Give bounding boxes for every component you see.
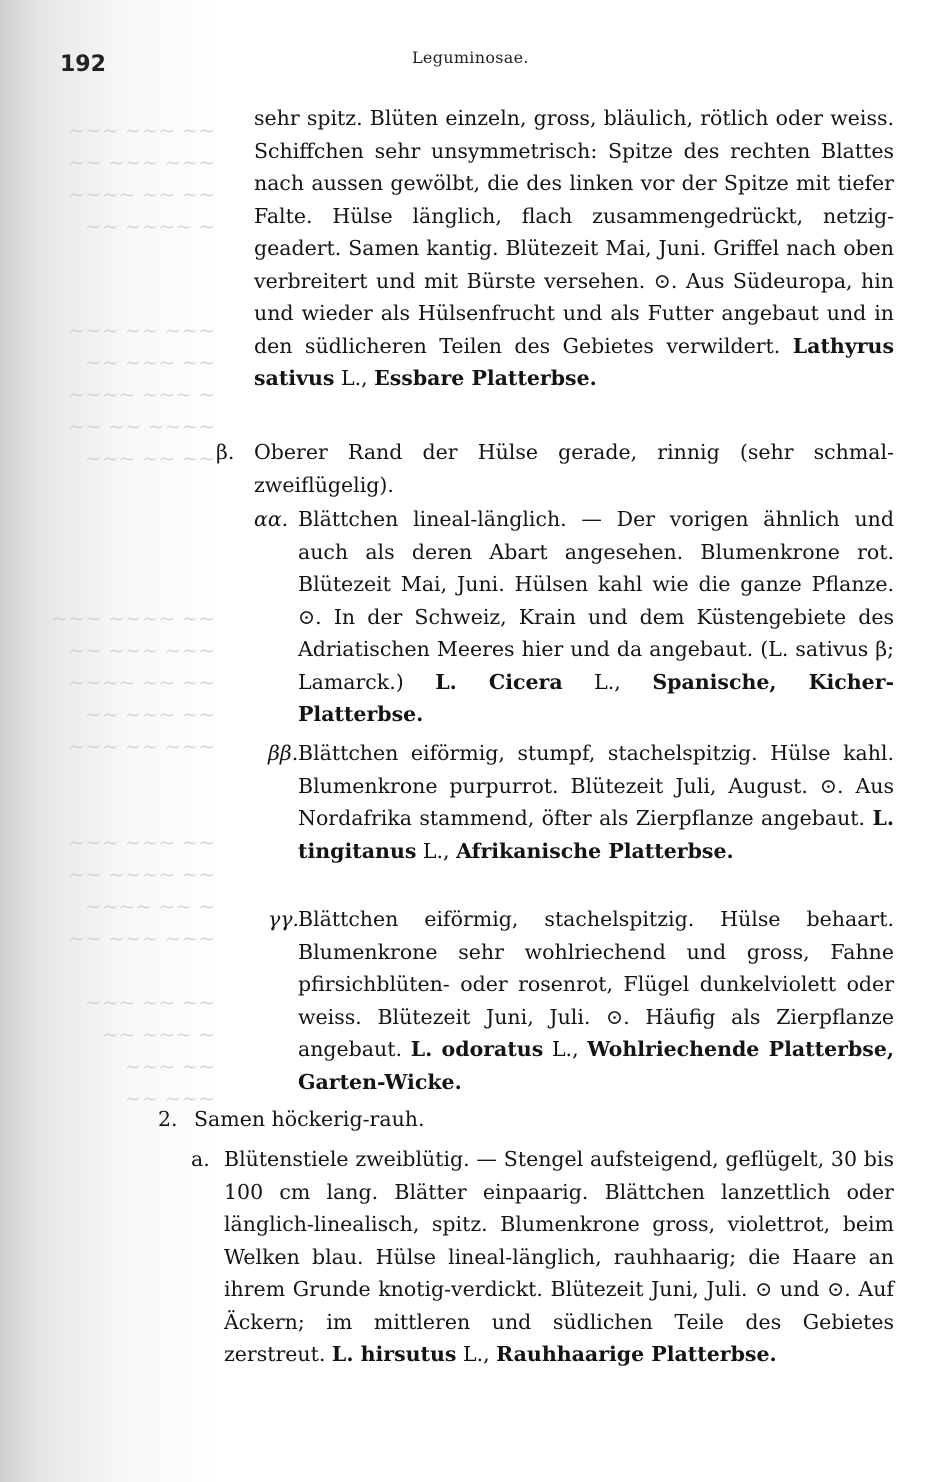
species-name: L. hirsutus: [331, 1342, 457, 1366]
author-abbrev: L.,: [543, 1037, 588, 1061]
bleed-through-mark: ~~~ ~~: [124, 1054, 215, 1078]
key-label: 2.: [158, 1107, 178, 1131]
bleed-through-mark: ~~ ~~~ ~: [101, 1022, 215, 1046]
species-name: L. Cicera: [435, 669, 563, 694]
bleed-through-mark: ~~ ~~~~ ~~: [68, 862, 215, 886]
entry-text: Blütenstiele zweiblütig. — Stengel aufsteigend, geflügelt, 30 bis 100 cm lang. Blätter einpaarig. Blättchen lanzettlich oder länglich-linealisch, spitz. Blumenkrone gross, violettrot, beim Welken blau. Hülse lineal-länglich, rauhhaarig; die Haare an ihrem Grunde knotig-verdickt. Blütezeit Juni, Juli. ⊙ und ⊙. Auf Äckern; im mittleren und südlichen Teile des Gebietes zerstreut.: [224, 1147, 894, 1366]
key-entry-2: [158, 1103, 894, 1136]
key-entry-a: [191, 1143, 894, 1371]
bleed-through-mark: ~~~~ ~~ ~~: [68, 182, 215, 206]
bleed-through-mark: ~~~~ ~~ ~~: [68, 670, 215, 694]
species-name: L. odoratus: [410, 1037, 544, 1061]
author-abbrev: L.,: [334, 366, 375, 390]
key-entry-gamma-gamma: [268, 903, 894, 1098]
page-number: 192: [60, 52, 106, 77]
common-name: Afrikanische Platterbse.: [456, 838, 734, 863]
key-label: γγ.: [268, 907, 300, 931]
common-name: Spanische, Kicher-Platterbse.: [298, 669, 895, 726]
entry-text: Blättchen lineal-länglich. — Der vorigen ähnlich und auch als deren Abart angesehen. Blumenkrone rot. Blütezeit Mai, Juni. Hülsen kahl wie die ganze Pflanze. ⊙. In der Schweiz, Krain und dem Küstengebiete des Adriatischen Meeres hier und da angebaut. (L. sativus β; Lamarck.): [298, 507, 894, 694]
key-label: a.: [191, 1147, 210, 1171]
bleed-through-mark: ~~ ~~~ ~~~: [68, 150, 215, 174]
common-name: Essbare Platterbse.: [374, 366, 597, 390]
bleed-through-mark: ~~~~ ~~ ~: [84, 894, 215, 918]
key-label: αα.: [254, 507, 289, 531]
bleed-through-mark: ~~~ ~~ ~~: [84, 990, 215, 1014]
author-abbrev: L.,: [562, 669, 653, 694]
entry-lathyrus-sativus-continued: [254, 102, 894, 395]
species-name: L. tingitanus: [298, 806, 894, 863]
bleed-through-mark: ~~ ~~~ ~~~: [68, 926, 215, 950]
key-label: β.: [216, 440, 235, 464]
bleed-through-mark: ~~ ~~~ ~~: [84, 702, 215, 726]
bleed-through-mark: ~~ ~~~ ~~: [84, 350, 215, 374]
entry-text: Oberer Rand der Hülse gerade, rinnig (sehr schmal-zweiflügelig).: [254, 440, 894, 497]
bleed-through-mark: ~~~ ~~ ~~: [84, 446, 215, 470]
entry-text: sehr spitz. Blüten einzeln, gross, bläulich, rötlich oder weiss. Schiffchen sehr unsymmetrisch: Spitze des rechten Blattes nach aussen gewölbt, die des linken vor der Spitze mit tiefer Falte. Hülse länglich, flach zusammengedrückt, netzig-geadert. Samen kantig. Blütezeit Mai, Juni. Griffel nach oben verbreitert und mit Bürste versehen. ⊙. Aus Südeuropa, hin und wieder als Hülsenfrucht und als Futter angebaut und in den südlicheren Teilen des Gebietes verwildert.: [254, 106, 894, 358]
bleed-through-mark: ~~~ ~~ ~~~: [68, 318, 215, 342]
bleed-through-mark: ~~~ ~~~~ ~~: [51, 606, 215, 630]
entry-text: Blättchen eiförmig, stumpf, stachelspitzig. Hülse kahl. Blumenkrone purpurrot. Blütezeit Juli, August. ⊙. Aus Nordafrika stammend, öfter als Zierpflanze angebaut.: [298, 741, 894, 830]
species-name: Lathyrus sativus: [254, 333, 894, 390]
bleed-through-mark: ~~~~ ~~~ ~: [68, 382, 215, 406]
key-label: ββ.: [268, 741, 299, 765]
author-abbrev: L.,: [456, 1342, 497, 1366]
author-abbrev: L.,: [416, 838, 457, 863]
bleed-through-mark: ~~~ ~~ ~~~: [68, 734, 215, 758]
key-entry-beta-beta: [268, 737, 894, 867]
bleed-through-mark: ~~ ~~~: [124, 1086, 215, 1110]
common-name: Rauhhaarige Platterbse.: [496, 1342, 777, 1366]
key-entry-beta: [216, 436, 894, 501]
bleed-through-mark: ~~~ ~~~ ~~: [68, 830, 215, 854]
bleed-through-mark: ~~~ ~~~ ~~: [68, 118, 215, 142]
key-entry-alpha-alpha: [254, 503, 895, 731]
bleed-through-mark: ~~ ~~~ ~~~: [68, 638, 215, 662]
running-head: Leguminosae.: [412, 48, 529, 67]
common-name: Wohlriechende Platterbse, Garten-Wicke.: [298, 1037, 894, 1094]
entry-text: Samen höckerig-rauh.: [194, 1107, 425, 1131]
bleed-through-mark: ~~ ~~~~ ~: [84, 214, 215, 238]
entry-text: Blättchen eiförmig, stachelspitzig. Hülse behaart. Blumenkrone sehr wohlriechend und gross, Fahne pfirsichblüten- oder rosenrot, Flügel dunkelviolett oder weiss. Blütezeit Juni, Juli. ⊙. Häufig als Zierpflanze angebaut.: [298, 907, 894, 1061]
bleed-through-mark: ~~ ~~ ~~~~: [68, 414, 215, 438]
